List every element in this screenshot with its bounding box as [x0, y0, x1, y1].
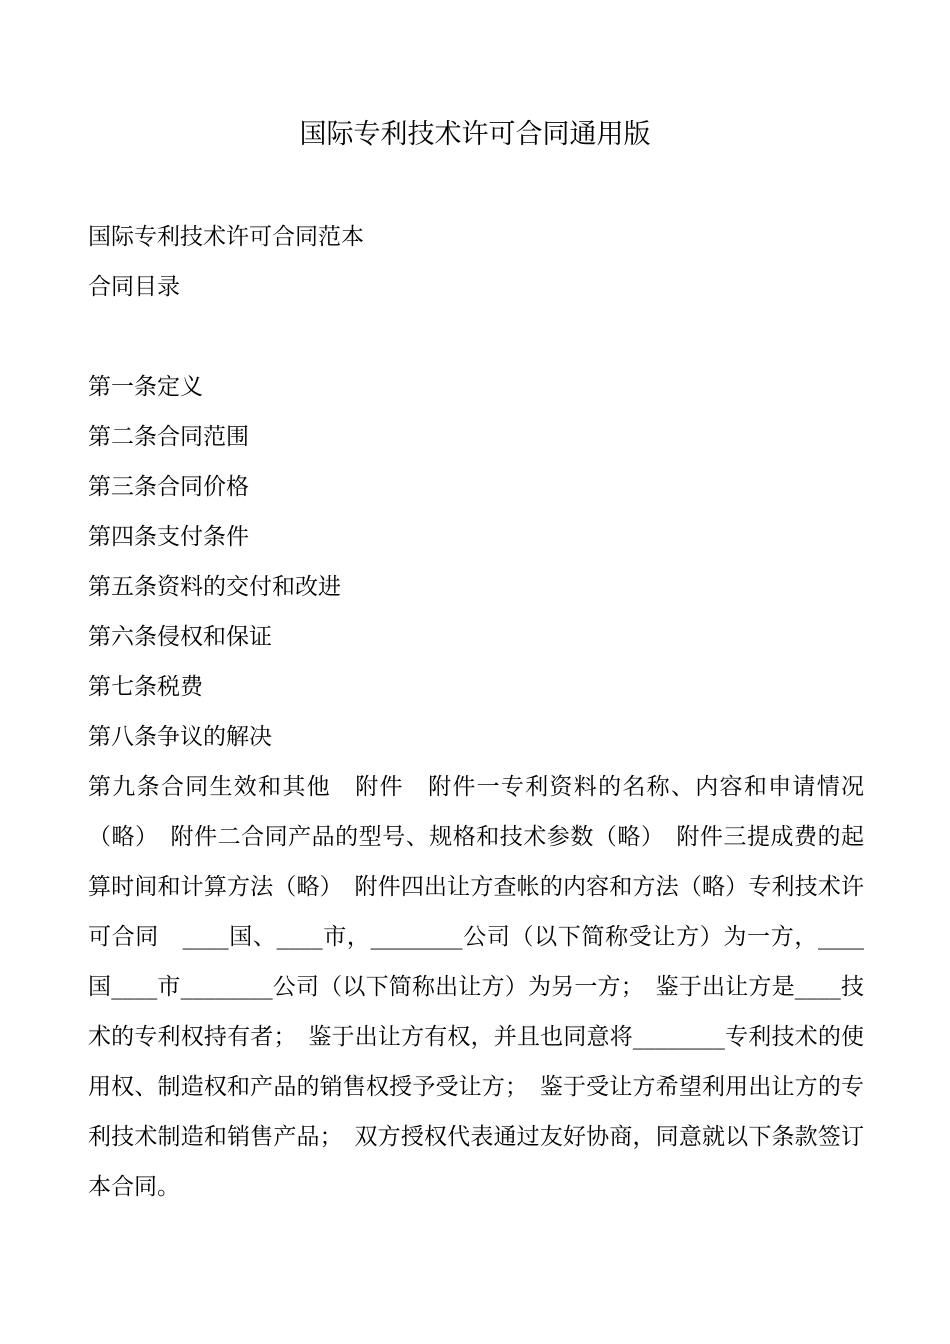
toc-item: 第四条支付条件	[88, 524, 249, 550]
toc-item: 第八条争议的解决	[88, 724, 272, 750]
toc-item: 第一条定义	[88, 374, 203, 400]
document-title: 国际专利技术许可合同通用版	[299, 119, 651, 150]
body-paragraph: 第九条合同生效和其他 附件 附件一专利资料的名称、内容和申请情况（略） 附件二合同产品的型号、规格和技术参数（略） 附件三提成费的起算时间和计算方法（略） 附件四出让方查帐的内容和方法（略）专利技术许可合同 ____国、____市，________公司（以下简称受让方）为一方，____国____市________公司（以下简称出让方）为另一方； 鉴于出让方是____技术的专利权持有者； 鉴于出让方有权，并且也同意将________专利技术的使用权、制造权和产品的销售权授予受让方； 鉴于受让方希望利用出让方的专利技术制造和销售产品； 双方授权代表通过友好协商，同意就以下条款签订本合同。	[88, 774, 864, 1200]
document-subtitle: 国际专利技术许可合同范本	[88, 224, 364, 250]
toc-heading: 合同目录	[88, 274, 180, 300]
toc-item: 第三条合同价格	[88, 474, 249, 500]
toc-item: 第六条侵权和保证	[88, 624, 272, 650]
blank-line	[88, 312, 864, 362]
toc-item: 第七条税费	[88, 674, 203, 700]
toc-item: 第五条资料的交付和改进	[88, 574, 341, 600]
document-body	[88, 212, 864, 1212]
toc-item: 第二条合同范围	[88, 424, 249, 450]
